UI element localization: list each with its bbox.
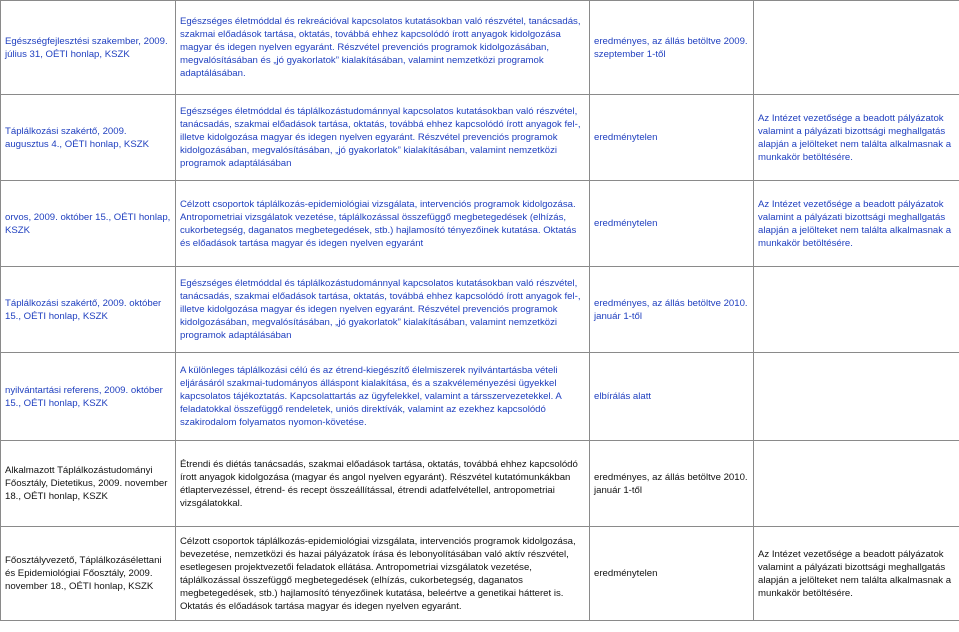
task-cell: Étrendi és diétás tanácsadás, szakmai előadások tartása, oktatás, továbbá ehhez kapcsolódó írott anyagok kidolgozása (magyar és angol nyelven egyaránt). Részvétel kutatómunkákban étlaptervezéssel, étrend- és recept összeállítással, étrendi adatfelvétellel, antropometriai vizsgálatokkal. <box>176 441 590 527</box>
result-cell: eredményes, az állás betöltve 2010. január 1-től <box>590 441 754 527</box>
note-cell: Az Intézet vezetősége a beadott pályázatok valamint a pályázati bizottsági meghallgatás alapján a jelölteket nem találta alkalmasnak a munkakör betöltésére. <box>754 181 959 267</box>
table-row <box>1 527 959 621</box>
note-cell <box>754 353 959 441</box>
task-cell: Egészséges életmóddal és rekreációval kapcsolatos kutatásokban való részvétel, tanácsadás, szakmai előadások tartása, oktatás, továbbá ehhez kapcsolódó írott anyagok kidolgozása magyar és idegen nyelven egyaránt. Részvétel prevenciós programok kidolgozásában, megvalósításában és „jó gyakorlatok” kialakításában, valamint nemzetközi programok adaptálásában. <box>176 1 590 95</box>
result-cell: eredménytelen <box>590 95 754 181</box>
position-cell: Alkalmazott Táplálkozástudományi Főosztály, Dietetikus, 2009. november 18., OÉTI honlap, KSZK <box>1 441 176 527</box>
position-cell: nyilvántartási referens, 2009. október 15., OÉTI honlap, KSZK <box>1 353 176 441</box>
table-row <box>1 95 959 181</box>
table-row <box>1 1 959 95</box>
position-cell: Táplálkozási szakértő, 2009. augusztus 4., OÉTI honlap, KSZK <box>1 95 176 181</box>
task-cell: Egészséges életmóddal és táplálkozástudománnyal kapcsolatos kutatásokban való részvétel, tanácsadás, szakmai előadások tartása, oktatás, továbbá ehhez kapcsolódó írott anyagok fel-, illetve kidolgozása magyar és idegen nyelven egyaránt. Részvétel prevenciós programok kidolgozásában, megvalósításában, „jó gyakorlatok” kialakításában, valamint nemzetközi programok adaptálásában <box>176 95 590 181</box>
note-cell: Az Intézet vezetősége a beadott pályázatok valamint a pályázati bizottsági meghallgatás alapján a jelölteket nem találta alkalmasnak a munkakör betöltésére. <box>754 527 959 621</box>
note-cell: Az Intézet vezetősége a beadott pályázatok valamint a pályázati bizottsági meghallgatás alapján a jelölteket nem találta alkalmasnak a munkakör betöltésére. <box>754 95 959 181</box>
task-cell: Célzott csoportok táplálkozás-epidemiológiai vizsgálata, intervenciós programok kidolgozása, bevezetése, nemzetközi és hazai pályázatok írása és lebonyolításában való aktív részvétel, esetlegesen projektvezetői feladatok ellátása. Antropometriai vizsgálatok vezetése, táplálkozással összefüggő megbetegedések (elhízás, cukorbetegség, daganatos megbetegedések, stb.) hajlamosító tényezőinek kutatása, beleértve a genetikai hátteret is. Oktatás és előadások tartása magyar és idegen nyelven egyaránt. <box>176 527 590 621</box>
table-row <box>1 441 959 527</box>
result-cell: eredményes, az állás betöltve 2009. szeptember 1-től <box>590 1 754 95</box>
task-cell: Célzott csoportok táplálkozás-epidemiológiai vizsgálata, intervenciós programok kidolgozása. Antropometriai vizsgálatok vezetése, táplálkozással összefüggő megbetegedések (elhízás, cukorbetegség, daganatos megbetegedések, stb.) hajlamosító tényezőinek kutatása. Oktatás és előadások tartása magyar és idegen nyelven egyaránt <box>176 181 590 267</box>
task-cell: A különleges táplálkozási célú és az étrend-kiegészítő élelmiszerek nyilvántartásba vételi eljárásáról szakmai-tudományos álláspont kialakítása, és a szakvéleményezési ügyekkel kapcsolatos tájékoztatás. Kapcsolattartás az ügyfelekkel, valamint a társszervezetekkel. A feladatokkal összefüggő rendeletek, uniós direktívák, valamint az ezekhez kapcsolódó szakirodalom folyamatos nyomon-követése. <box>176 353 590 441</box>
position-cell: orvos, 2009. október 15., OÉTI honlap, KSZK <box>1 181 176 267</box>
table-row <box>1 267 959 353</box>
position-cell: Egészségfejlesztési szakember, 2009. július 31, OÉTI honlap, KSZK <box>1 1 176 95</box>
position-cell: Főosztályvezető, Táplálkozásélettani és Epidemiológiai Főosztály, 2009. november 18., OÉTI honlap, KSZK <box>1 527 176 621</box>
result-cell: elbírálás alatt <box>590 353 754 441</box>
result-cell: eredményes, az állás betöltve 2010. január 1-től <box>590 267 754 353</box>
task-cell: Egészséges életmóddal és táplálkozástudománnyal kapcsolatos kutatásokban való részvétel, tanácsadás, szakmai előadások tartása, oktatás, továbbá ehhez kapcsolódó írott anyagok fel-, illetve kidolgozása magyar és idegen nyelven egyaránt. Részvétel prevenciós programok kidolgozásában, megvalósításában, „jó gyakorlatok” kialakításában, valamint nemzetközi programok adaptálásában <box>176 267 590 353</box>
position-cell: Táplálkozási szakértő, 2009. október 15., OÉTI honlap, KSZK <box>1 267 176 353</box>
note-cell <box>754 441 959 527</box>
table-row <box>1 181 959 267</box>
result-cell: eredménytelen <box>590 527 754 621</box>
result-cell: eredménytelen <box>590 181 754 267</box>
note-cell <box>754 1 959 95</box>
table-row <box>1 353 959 441</box>
note-cell <box>754 267 959 353</box>
